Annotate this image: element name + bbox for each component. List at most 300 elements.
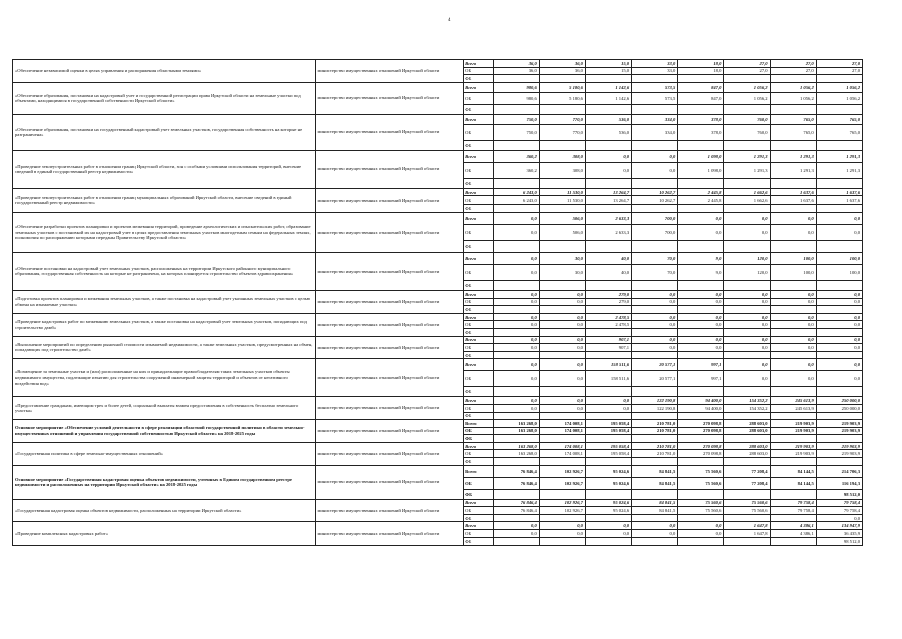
- amount-cell: 163 268,0: [493, 450, 539, 458]
- table-row: [13, 82, 863, 92]
- amount-cell: 1 662,6: [724, 196, 770, 205]
- amount-cell: [770, 306, 816, 314]
- amount-cell: [632, 178, 678, 188]
- amount-cell: [724, 514, 770, 522]
- amount-cell: 76 846,4: [493, 477, 539, 489]
- amount-cell: 700,0: [632, 224, 678, 240]
- funding-source-label: ОБ: [464, 264, 494, 280]
- amount-cell: 95 024,6: [585, 465, 631, 477]
- amount-cell: [678, 178, 724, 188]
- amount-cell: [724, 351, 770, 359]
- amount-cell: [678, 328, 724, 336]
- event-description: «Обеспечение постановки на кадастровый учет земельных участков, расположенных на территории Иркутского районного муниципального образования, государственная собственность на которые не разграничена, на которых планируется строительство объектов здравоохранения»: [13, 252, 316, 290]
- amount-cell: 0,0: [724, 359, 770, 371]
- funding-source-label: ОБ: [464, 162, 494, 178]
- amount-cell: 0,0: [632, 530, 678, 538]
- funding-source-label: ФБ: [464, 140, 494, 150]
- amount-cell: 210 781,0: [632, 427, 678, 435]
- amount-cell: 4 386,1: [770, 530, 816, 538]
- amount-cell: 270 098,8: [678, 450, 724, 458]
- amount-cell: [632, 412, 678, 420]
- amount-cell: [632, 240, 678, 252]
- amount-cell: 0,0: [816, 313, 862, 321]
- table-row: [13, 60, 863, 68]
- amount-cell: [493, 75, 539, 83]
- funding-source-label: ОБ: [464, 298, 494, 306]
- amount-cell: 11 530,0: [539, 196, 585, 205]
- amount-cell: 20 577,1: [632, 371, 678, 387]
- amount-cell: [585, 514, 631, 522]
- table-row: [13, 290, 863, 298]
- table-row: [13, 188, 863, 196]
- amount-cell: [539, 75, 585, 83]
- amount-cell: 30,0: [539, 264, 585, 280]
- amount-cell: [632, 306, 678, 314]
- amount-cell: 308,0: [539, 150, 585, 162]
- amount-cell: 84 841,5: [632, 507, 678, 515]
- amount-cell: 0,0: [493, 290, 539, 298]
- amount-cell: 94 400,0: [678, 397, 724, 405]
- amount-cell: 0,0: [493, 321, 539, 329]
- amount-cell: 334,0: [632, 114, 678, 124]
- amount-cell: [632, 351, 678, 359]
- amount-cell: 765,0: [816, 114, 862, 124]
- amount-cell: 0,0: [632, 344, 678, 352]
- amount-cell: 0,0: [678, 344, 724, 352]
- amount-cell: 27,0: [724, 60, 770, 68]
- amount-cell: 100,0: [770, 252, 816, 264]
- amount-cell: 84 841,5: [632, 465, 678, 477]
- amount-cell: [585, 458, 631, 466]
- amount-cell: [493, 306, 539, 314]
- amount-cell: 700,0: [632, 212, 678, 224]
- funding-source-label: Всего: [464, 522, 494, 530]
- amount-cell: [678, 412, 724, 420]
- event-description: Основное мероприятие «Государственная кадастровая оценка объектов недвижимости, учтенных в Едином государственном реестре недвижимости и расположенных на территории Иркутской области» на 2018-2025 годы: [13, 465, 316, 499]
- funding-source-label: Всего: [464, 60, 494, 68]
- amount-cell: 0,0: [539, 344, 585, 352]
- amount-cell: 0,0: [724, 298, 770, 306]
- amount-cell: [632, 435, 678, 443]
- amount-cell: [493, 537, 539, 545]
- amount-cell: [493, 280, 539, 290]
- amount-cell: 0,0: [770, 344, 816, 352]
- amount-cell: 760,0: [724, 124, 770, 140]
- amount-cell: 33,0: [632, 67, 678, 75]
- amount-cell: 0,0: [770, 321, 816, 329]
- amount-cell: [678, 435, 724, 443]
- amount-cell: [678, 489, 724, 499]
- amount-cell: 0,0: [585, 404, 631, 412]
- funding-source-label: ОБ: [464, 92, 494, 104]
- funding-source-label: ОБ: [464, 450, 494, 458]
- amount-cell: 0,0: [585, 522, 631, 530]
- amount-cell: 122 190,8: [632, 404, 678, 412]
- amount-cell: 75 560,6: [678, 499, 724, 507]
- amount-cell: 195 058,4: [585, 427, 631, 435]
- amount-cell: [724, 104, 770, 114]
- amount-cell: 94 400,0: [678, 404, 724, 412]
- amount-cell: [493, 178, 539, 188]
- amount-cell: 158 511,6: [585, 359, 631, 371]
- amount-cell: 1 647,8: [724, 522, 770, 530]
- amount-cell: [585, 435, 631, 443]
- amount-cell: 750,0: [493, 124, 539, 140]
- responsible-executor: министерство имущественных отношений Иркутской области: [315, 499, 464, 522]
- amount-cell: 0,0: [539, 290, 585, 298]
- amount-cell: [724, 280, 770, 290]
- responsible-executor: министерство имущественных отношений Иркутской области: [315, 150, 464, 188]
- amount-cell: [770, 104, 816, 114]
- responsible-executor: министерство имущественных отношений Иркутской области: [315, 336, 464, 359]
- event-description: «Выполнение мероприятий по определению рыночной стоимости изымаемой недвижимости, а также земельных участков, предусмотренных на обмен, попадающих под строительство дамб»: [13, 336, 316, 359]
- amount-cell: 334,0: [632, 124, 678, 140]
- amount-cell: 573,5: [632, 92, 678, 104]
- funding-source-label: ОБ: [464, 321, 494, 329]
- amount-cell: 174 008,1: [539, 450, 585, 458]
- amount-cell: [770, 387, 816, 397]
- amount-cell: 0,0: [678, 224, 724, 240]
- amount-cell: 360,2: [493, 162, 539, 178]
- amount-cell: [678, 387, 724, 397]
- amount-cell: 0,0: [724, 371, 770, 387]
- funding-source-label: Всего: [464, 290, 494, 298]
- amount-cell: 1 291,3: [770, 150, 816, 162]
- amount-cell: 98 512,0: [816, 489, 862, 499]
- event-description: «Обеспечение независимой оценки в целях управления и распоряжения областными землями»: [13, 60, 316, 83]
- amount-cell: [632, 75, 678, 83]
- amount-cell: 0,0: [770, 298, 816, 306]
- funding-source-label: ОБ: [464, 196, 494, 205]
- amount-cell: 0,0: [493, 522, 539, 530]
- amount-cell: [539, 435, 585, 443]
- amount-cell: 2 478,5: [585, 321, 631, 329]
- amount-cell: 5 180,6: [539, 82, 585, 92]
- amount-cell: 79 758,4: [816, 507, 862, 515]
- amount-cell: 288 603,0: [724, 427, 770, 435]
- funding-source-label: ФБ: [464, 280, 494, 290]
- amount-cell: [816, 240, 862, 252]
- amount-cell: [770, 240, 816, 252]
- amount-cell: 0,0: [770, 212, 816, 224]
- amount-cell: 76 846,4: [493, 499, 539, 507]
- amount-cell: 15,0: [585, 67, 631, 75]
- amount-cell: [632, 104, 678, 114]
- amount-cell: 765,0: [770, 124, 816, 140]
- event-description: «Проведение землеустроительных работ в отношении границ Иркутской области, зон с особыми условиями использования территорий, внесение сведений в единый государственный реестр недвижимости»: [13, 150, 316, 188]
- amount-cell: 79 758,4: [816, 499, 862, 507]
- amount-cell: [678, 140, 724, 150]
- amount-cell: 0,0: [493, 336, 539, 344]
- amount-cell: 0,0: [816, 344, 862, 352]
- amount-cell: 174 008,1: [539, 427, 585, 435]
- amount-cell: [724, 537, 770, 545]
- amount-cell: 750,0: [493, 114, 539, 124]
- amount-cell: 84 144,5: [770, 477, 816, 489]
- amount-cell: [770, 537, 816, 545]
- amount-cell: 0,0: [585, 150, 631, 162]
- amount-cell: 1 056,2: [724, 82, 770, 92]
- funding-source-label: Всего: [464, 252, 494, 264]
- amount-cell: 1 662,6: [724, 188, 770, 196]
- amount-cell: [724, 178, 770, 188]
- amount-cell: 907,1: [585, 344, 631, 352]
- amount-cell: 27,0: [816, 60, 862, 68]
- amount-cell: [678, 240, 724, 252]
- amount-cell: 980,6: [493, 82, 539, 92]
- amount-cell: 1 056,2: [770, 92, 816, 104]
- table-row: [13, 522, 863, 530]
- funding-source-label: ОБ: [464, 530, 494, 538]
- funding-source-label: ФБ: [464, 104, 494, 114]
- amount-cell: 70,0: [632, 252, 678, 264]
- amount-cell: 0,0: [678, 530, 724, 538]
- amount-cell: 79 758,4: [770, 507, 816, 515]
- amount-cell: [678, 306, 724, 314]
- table-row: [13, 212, 863, 224]
- amount-cell: 195 058,4: [585, 442, 631, 450]
- amount-cell: [493, 514, 539, 522]
- amount-cell: 573,5: [632, 82, 678, 92]
- amount-cell: 0,0: [724, 321, 770, 329]
- amount-cell: 120,0: [724, 264, 770, 280]
- amount-cell: [816, 75, 862, 83]
- amount-cell: 210 781,0: [632, 450, 678, 458]
- funding-source-label: ФБ: [464, 328, 494, 336]
- amount-cell: 100,0: [816, 264, 862, 280]
- amount-cell: [539, 351, 585, 359]
- amount-cell: 75 560,6: [678, 477, 724, 489]
- amount-cell: 0,0: [539, 522, 585, 530]
- amount-cell: 250 000,0: [816, 404, 862, 412]
- amount-cell: 308,0: [539, 162, 585, 178]
- amount-cell: 122 190,8: [632, 397, 678, 405]
- funding-source-label: ФБ: [464, 240, 494, 252]
- amount-cell: [632, 387, 678, 397]
- amount-cell: [770, 489, 816, 499]
- amount-cell: [770, 140, 816, 150]
- amount-cell: 0,0: [632, 290, 678, 298]
- funding-source-label: Всего: [464, 336, 494, 344]
- table-row: [13, 336, 863, 344]
- amount-cell: 907,1: [585, 336, 631, 344]
- amount-cell: [632, 537, 678, 545]
- amount-cell: 79 758,4: [770, 499, 816, 507]
- amount-cell: 0,0: [724, 313, 770, 321]
- amount-cell: 70,0: [632, 264, 678, 280]
- amount-cell: [585, 104, 631, 114]
- funding-source-label: ФБ: [464, 537, 494, 545]
- amount-cell: 0,0: [632, 162, 678, 178]
- amount-cell: 0,0: [585, 162, 631, 178]
- amount-cell: [816, 306, 862, 314]
- amount-cell: 18,0: [678, 67, 724, 75]
- amount-cell: 250 000,0: [816, 397, 862, 405]
- amount-cell: 0,0: [770, 371, 816, 387]
- amount-cell: 95 024,6: [585, 499, 631, 507]
- amount-cell: [770, 280, 816, 290]
- amount-cell: [632, 280, 678, 290]
- amount-cell: 36,0: [539, 67, 585, 75]
- amount-cell: 210 781,0: [632, 420, 678, 428]
- amount-cell: 13 264,7: [585, 196, 631, 205]
- event-description: «Государственная политика в сфере земельно-имущественных отношений»: [13, 442, 316, 465]
- amount-cell: 0,0: [678, 321, 724, 329]
- responsible-executor: министерство имущественных отношений Иркутской области: [315, 522, 464, 545]
- amount-cell: 15,0: [585, 60, 631, 68]
- amount-cell: 288 603,0: [724, 420, 770, 428]
- amount-cell: 0,0: [539, 371, 585, 387]
- amount-cell: 84 144,5: [770, 465, 816, 477]
- amount-cell: 219 903,9: [816, 420, 862, 428]
- amount-cell: [678, 104, 724, 114]
- amount-cell: 536,0: [585, 124, 631, 140]
- amount-cell: 219 903,9: [816, 442, 862, 450]
- amount-cell: 1 637,6: [770, 196, 816, 205]
- amount-cell: 0,0: [493, 530, 539, 538]
- amount-cell: 75 560,6: [724, 499, 770, 507]
- amount-cell: 11 530,0: [539, 188, 585, 196]
- amount-cell: 0,0: [632, 336, 678, 344]
- amount-cell: 0,0: [493, 344, 539, 352]
- amount-cell: 536,0: [585, 114, 631, 124]
- table-row: [13, 397, 863, 405]
- amount-cell: 5 180,6: [539, 92, 585, 104]
- amount-cell: 288 603,0: [724, 450, 770, 458]
- amount-cell: 27,0: [816, 67, 862, 75]
- amount-cell: 270 098,8: [678, 442, 724, 450]
- funding-source-label: ФБ: [464, 178, 494, 188]
- amount-cell: [724, 240, 770, 252]
- amount-cell: 6 243,0: [493, 188, 539, 196]
- amount-cell: 0,0: [493, 371, 539, 387]
- funding-source-label: Всего: [464, 114, 494, 124]
- responsible-executor: министерство имущественных отношений Иркутской области: [315, 397, 464, 420]
- funding-source-label: Всего: [464, 420, 494, 428]
- amount-cell: 163 268,0: [493, 427, 539, 435]
- amount-cell: [585, 205, 631, 213]
- amount-cell: 0,0: [816, 336, 862, 344]
- amount-cell: 219 903,9: [770, 450, 816, 458]
- funding-source-label: Всего: [464, 465, 494, 477]
- amount-cell: [816, 387, 862, 397]
- amount-cell: 997,1: [678, 359, 724, 371]
- amount-cell: 0,0: [493, 359, 539, 371]
- amount-cell: 174 008,1: [539, 442, 585, 450]
- table-row: [13, 252, 863, 264]
- amount-cell: [770, 435, 816, 443]
- amount-cell: 0,0: [585, 397, 631, 405]
- amount-cell: 0,0: [724, 212, 770, 224]
- amount-cell: 0,0: [678, 522, 724, 530]
- funding-source-label: ФБ: [464, 351, 494, 359]
- amount-cell: 245 613,9: [770, 404, 816, 412]
- amount-cell: [585, 328, 631, 336]
- amount-cell: 40,0: [585, 264, 631, 280]
- amount-cell: 0,0: [678, 313, 724, 321]
- amount-cell: 0,0: [816, 321, 862, 329]
- amount-cell: [632, 328, 678, 336]
- funding-source-label: Всего: [464, 188, 494, 196]
- amount-cell: 219 903,9: [770, 420, 816, 428]
- amount-cell: [493, 328, 539, 336]
- funding-source-label: Всего: [464, 212, 494, 224]
- table-row: [13, 114, 863, 124]
- amount-cell: 1 142,6: [585, 82, 631, 92]
- amount-cell: 214 706,3: [816, 465, 862, 477]
- event-description: «Предоставление гражданам, имеющим трех и более детей, социальной выплаты взамен предоставления в собственность бесплатно земельного участка»: [13, 397, 316, 420]
- amount-cell: 219 903,9: [816, 450, 862, 458]
- amount-cell: 765,0: [816, 124, 862, 140]
- amount-cell: [539, 514, 585, 522]
- amount-cell: [539, 328, 585, 336]
- amount-cell: 27,0: [724, 67, 770, 75]
- funding-source-label: Всего: [464, 397, 494, 405]
- amount-cell: 10 262,7: [632, 188, 678, 196]
- amount-cell: [816, 104, 862, 114]
- amount-cell: 0,0: [678, 298, 724, 306]
- funding-source-label: Всего: [464, 313, 494, 321]
- amount-cell: [585, 75, 631, 83]
- amount-cell: 77 208,4: [724, 477, 770, 489]
- amount-cell: 0,0: [539, 530, 585, 538]
- amount-cell: [724, 387, 770, 397]
- responsible-executor: министерство имущественных отношений Иркутской области: [315, 252, 464, 290]
- funding-source-label: ОБ: [464, 507, 494, 515]
- amount-cell: [724, 205, 770, 213]
- amount-cell: 100,0: [770, 264, 816, 280]
- amount-cell: [724, 412, 770, 420]
- responsible-executor: министерство имущественных отношений Иркутской области: [315, 359, 464, 397]
- amount-cell: 0,0: [770, 290, 816, 298]
- amount-cell: 0,0: [632, 150, 678, 162]
- amount-cell: 506,0: [539, 212, 585, 224]
- amount-cell: [539, 240, 585, 252]
- amount-cell: 0,0: [724, 336, 770, 344]
- amount-cell: 36,0: [493, 60, 539, 68]
- funding-source-label: Всего: [464, 359, 494, 371]
- amount-cell: 158 511,6: [585, 371, 631, 387]
- amount-cell: [539, 412, 585, 420]
- amount-cell: [816, 205, 862, 213]
- responsible-executor: министерство имущественных отношений Иркутской области: [315, 420, 464, 443]
- amount-cell: 279,0: [585, 290, 631, 298]
- amount-cell: [632, 489, 678, 499]
- amount-cell: [493, 240, 539, 252]
- amount-cell: 0,0: [770, 224, 816, 240]
- funding-source-label: ФБ: [464, 412, 494, 420]
- event-description: «Проведение кадастровых работ по межеванию земельных участков, а также постановка на кадастровый учет земельных участков, попадающих под строительство дамб»: [13, 313, 316, 336]
- amount-cell: [539, 537, 585, 545]
- amount-cell: 9,0: [678, 252, 724, 264]
- amount-cell: [724, 140, 770, 150]
- amount-cell: [770, 205, 816, 213]
- amount-cell: 1 056,2: [816, 82, 862, 92]
- amount-cell: 0,0: [493, 397, 539, 405]
- amount-cell: 219 903,9: [770, 442, 816, 450]
- amount-cell: [770, 75, 816, 83]
- amount-cell: 0,0: [816, 298, 862, 306]
- amount-cell: [678, 280, 724, 290]
- amount-cell: 2 478,5: [585, 313, 631, 321]
- amount-cell: [539, 140, 585, 150]
- funding-source-label: ОБ: [464, 67, 494, 75]
- amount-cell: [493, 140, 539, 150]
- amount-cell: 0,0: [585, 530, 631, 538]
- amount-cell: 134 947,9: [816, 522, 862, 530]
- funding-source-label: Всего: [464, 442, 494, 450]
- amount-cell: 36,0: [493, 67, 539, 75]
